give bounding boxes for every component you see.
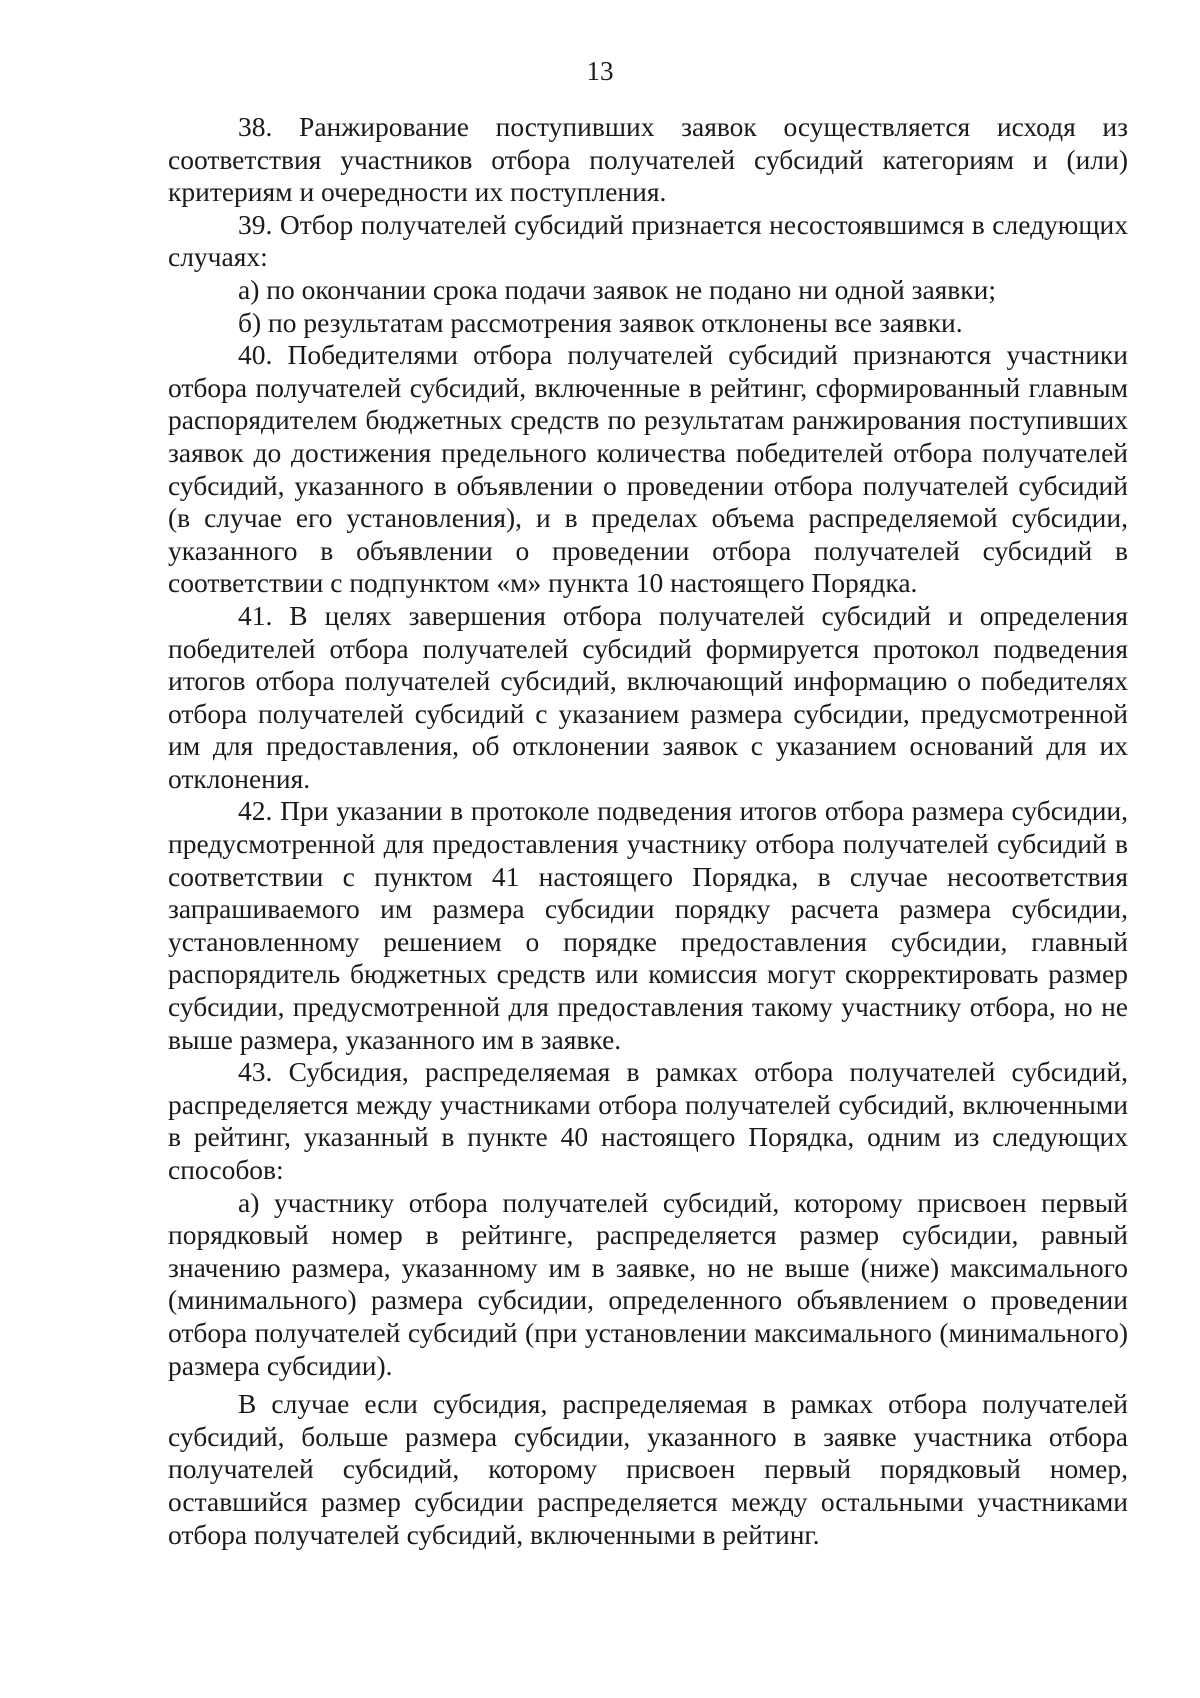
paragraph-39-item-b: б) по результатам рассмотрения заявок отклонены все заявки. <box>238 306 963 338</box>
document-body <box>168 111 1128 1551</box>
paragraph-42: 42. При указании в протоколе подведения итогов отбора размера субсидии, предусмотренной для предоставления участнику отбора получателей субсидий в соответствии с пунктом 41 настоящего Порядка, в случае несоответствия запрашиваемого им размера субсидии порядку расчета размера субсидии, установленному решением о порядке предоставления субсидии, главный распорядитель бюджетных средств или комиссия могут скорректировать размер субсидии, предусмотренной для предоставления такому участнику отбора, но не выше размера, указанного им в заявке. <box>168 795 1128 1055</box>
paragraph-38: 38. Ранжирование поступивших заявок осуществляется исходя из соответствия участников отбора получателей субсидий категориям и (или) критериям и очередности их поступления. <box>168 111 1128 208</box>
paragraph-40: 40. Победителями отбора получателей субсидий признаются участники отбора получателей субсидий, включенные в рейтинг, сформированный главным распорядителем бюджетных средств по результатам ранжирования поступивших заявок до достижения предельного количества победителей отбора получателей субсидий, указанного в объявлении о проведении отбора получателей субсидий (в случае его установления), и в пределах объема распределяемой субсидии, указанного в объявлении о проведении отбора получателей субсидий в соответствии с подпунктом «м» пункта 10 настоящего Порядка. <box>168 339 1128 599</box>
paragraph-39-item-a: а) по окончании срока подачи заявок не подано ни одной заявки; <box>238 273 996 305</box>
paragraph-41: 41. В целях завершения отбора получателей субсидий и определения победителей отбора получателей субсидий формируется протокол подведения итогов отбора получателей субсидий, включающий информацию о победителях отбора получателей субсидий с указанием размера субсидии, предусмотренной им для предоставления, об отклонении заявок с указанием оснований для их отклонения. <box>168 599 1128 794</box>
paragraph-43-continuation: В случае если субсидия, распределяемая в рамках отбора получателей субсидий, больше размера субсидии, указанного в заявке участника отбора получателей субсидий, которому присвоен первый порядковый номер, оставшийся размер субсидии распределяется между остальными участниками отбора получателей субсидий, включенными в рейтинг. <box>168 1388 1128 1550</box>
page-number: 13 <box>586 56 614 86</box>
paragraph-43: 43. Субсидия, распределяемая в рамках отбора получателей субсидий, распределяется между участниками отбора получателей субсидий, включенными в рейтинг, указанный в пункте 40 настоящего Порядка, одним из следующих способов: <box>168 1056 1128 1185</box>
paragraph-43-item-a: а) участнику отбора получателей субсидий, которому присвоен первый порядковый номер в рейтинге, распределяется размер субсидии, равный значению размера, указанному им в заявке, но не выше (ниже) максимального (минимального) размера субсидии, определенного объявлением о проведении отбора получателей субсидий (при установлении максимального (минимального) размера субсидии). <box>168 1186 1128 1381</box>
paragraph-39: 39. Отбор получателей субсидий признается несостоявшимся в следующих случаях: <box>168 208 1128 273</box>
